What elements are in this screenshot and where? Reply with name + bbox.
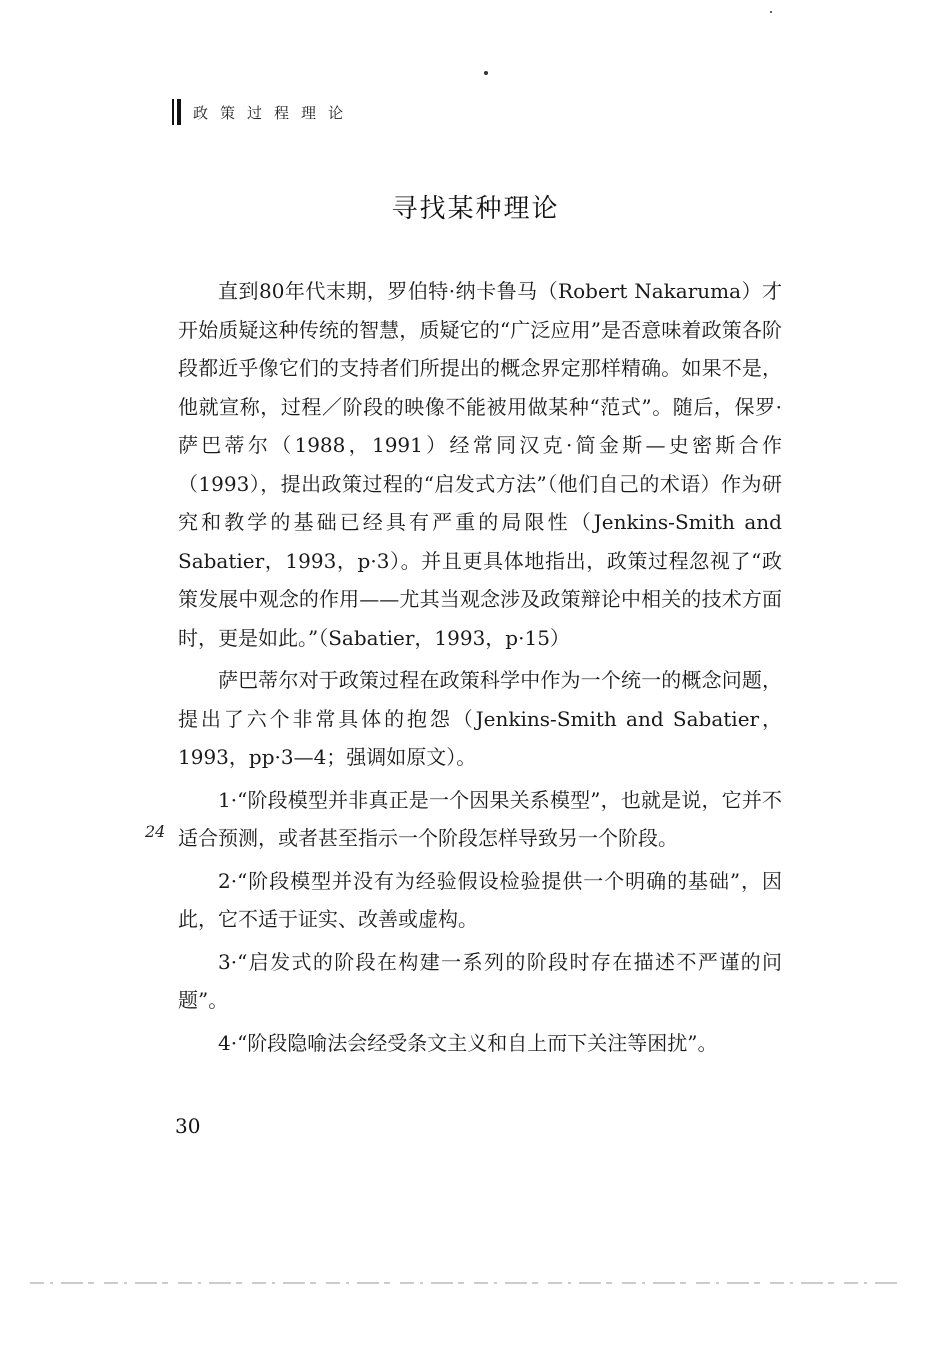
paragraph: 直到80年代末期，罗伯特·纳卡鲁马（Robert Nakaruma）才开始质疑这种传统的智慧，质疑它的“广泛应用”是否意味着政策各阶段都近乎像它们的支持者们所提出的概念界定那样精确。如果不是，他就宣称，过程／阶段的映像不能被用做某种“范式”。随后，保罗·萨巴蒂尔（1988，1991）经常同汉克·简金斯—史密斯合作（1993），提出政策过程的“启发式方法”（他们自己的术语）作为研究和教学的基础已经具有严重的局限性（Jenkins-Smith and Sabatier，1993，p·3）。并且更具体地指出，政策过程忽视了“政策发展中观念的作用——尤其当观念涉及政策辩论中相关的技术方面时，更是如此。”（Sabatier，1993，p·15） — [178, 279, 782, 650]
body-text — [178, 272, 782, 1066]
section-title: 寻找某种理论 — [391, 194, 560, 224]
scan-noise-line — [30, 1281, 900, 1285]
running-head-bar-icon — [172, 99, 181, 125]
list-item: 4·“阶段隐喻法会经受条文主义和自上而下关注等困扰”。 — [218, 1030, 718, 1055]
running-title: 政策过程理论 — [193, 103, 356, 122]
page-number: 30 — [175, 1114, 201, 1138]
list-item: 2·“阶段模型并没有为经验假设检验提供一个明确的基础”，因此，它不适于证实、改善或虚构。 — [178, 868, 782, 931]
scan-speck — [770, 11, 772, 13]
list-item: 3·“启发式的阶段在构建一系列的阶段时存在描述不严谨的问题”。 — [178, 949, 782, 1012]
list-item: 1·“阶段模型并非真正是一个因果关系模型”，也就是说，它并不适合预测，或者甚至指示一个阶段怎样导致另一个阶段。 — [178, 787, 782, 850]
margin-page-note: 24 — [145, 822, 166, 841]
running-head — [172, 98, 355, 126]
scan-speck — [484, 71, 488, 75]
paragraph: 萨巴蒂尔对于政策过程在政策科学中作为一个统一的概念问题，提出了六个非常具体的抱怨（Jenkins-Smith and Sabatier，1993，pp·3—4；强调如原文）。 — [178, 668, 782, 769]
